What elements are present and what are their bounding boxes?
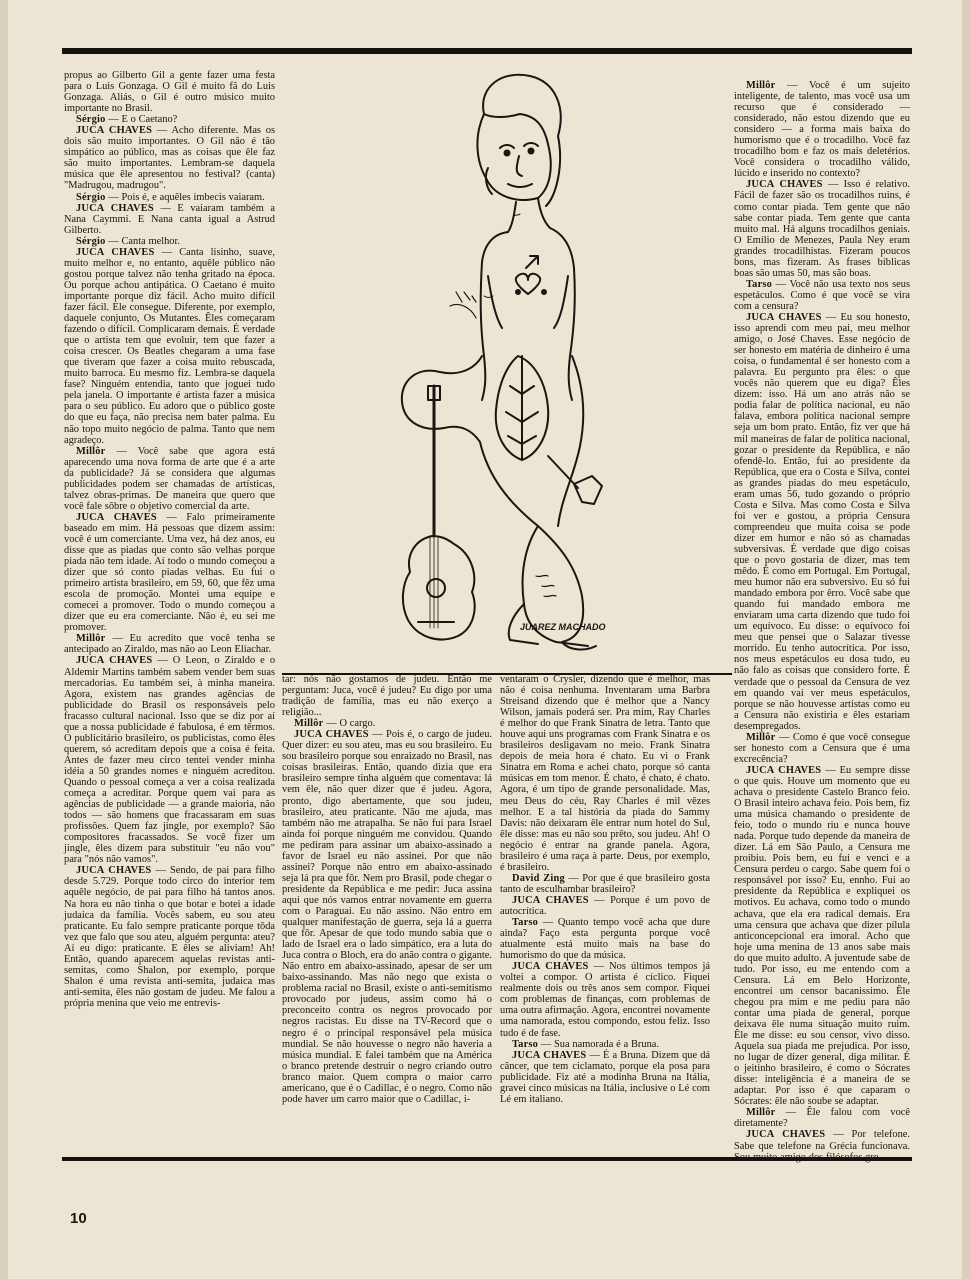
speaker-name: Sérgio	[76, 235, 106, 247]
speaker-name: JUCA CHAVES	[76, 865, 152, 877]
paragraph-text: — Por telefone. Sabe que telefone na Grécia funcionava. Sou muito amigo dos filósofos gre-	[734, 1129, 910, 1163]
speaker-name: JUCA CHAVES	[512, 894, 589, 906]
speaker-name: JUCA CHAVES	[76, 246, 155, 258]
paragraph	[500, 961, 710, 1038]
paragraph	[64, 512, 275, 634]
speaker-name: JUCA CHAVES	[294, 729, 369, 741]
speaker-name: Sérgio	[76, 191, 106, 203]
page-edge-left	[0, 0, 8, 1279]
paragraph-text: — O cargo.	[323, 718, 376, 730]
paragraph	[64, 125, 275, 191]
paragraph-text: ventaram o Crysler, dizendo que é melhor, mas não é coisa nenhuma. Inventaram uma Barbra Streisand dizendo que é melhor que a Nancy Wilson, jamais poderá ser. Pra mim, Ray Charles é melhor do que Frank Sinatra de letra. Tanto que houve aqui uns programas com Frank Sinatra e os brasileiros desligavam no meio. Frank Sinatra depois de meia hora é chato. Eu vi o Frank Sinatra em Roma e achei chato, porque só canta músicas em tom menor. É chato, é chato, é chato. Agora, é um tipo de grande personalidade. Mas, meu Deus do céu, Ray Charles é mil vêzes melhor. E a tal história da piada do Sammy Davis: não deixaram êle entrar num hotel do Sul, êle disse: mas eu não sou prêto, sou judeu. Ah! O negócio é entrar na grande panela. Agora, brasileiro é uma raça à parte. Deus, por exemplo, é brasileiro.	[500, 674, 710, 873]
paragraph	[64, 203, 275, 236]
paragraph-text: — Canta lisinho, suave, muito melhor e, no entanto, aquêle público não gostou porque talvez não tenha gritado na época. Ou porque achou antipática. O Caetano é muito importante porque diz fácil. Acho muito difícil fazer fácil. Ele consegue. Diferente, por exemplo, daquele conjunto, Os Mutantes. Êles começaram fazendo o difícil. Complicaram demais. É verdade que o artista tem que evoluir, tem que fazer a coisa crescer. Os Beatles chegaram a uma fase que tiveram que fazer a coisa muito rebuscada, muito barroca. Eu mesmo fiz. Lembra-se daquela fase? Ninguém entendia, tanto que joguei tudo pela janela. O importante é artista fazer a música para o seu público. Eu adoro que o público goste do que eu faça, não precisa nem bater palma. Eu não topo muito negócio de palma. Tanto que nem agradeço.	[64, 246, 275, 446]
paragraph	[500, 873, 710, 895]
paragraph-text: — Pois é, e aquêles imbecis vaiaram.	[105, 191, 265, 203]
speaker-name: Millôr	[746, 731, 776, 743]
paragraph	[734, 179, 910, 278]
paragraph-text: — Você sabe que agora está aparecendo uma nova forma de arte que é a arte da publicidade? Já se considera que algumas publicidades podem ser chamadas de artísticas, talvez obras-primas. De maneira que quero que você fale sôbre o objetivo comercial da arte.	[64, 445, 275, 512]
paragraph	[500, 1050, 710, 1105]
top-rule	[62, 48, 912, 54]
paragraph	[500, 917, 710, 961]
paragraph	[64, 114, 275, 125]
paragraph-text: — Sua namorada é a Bruna.	[538, 1038, 659, 1050]
paragraph	[64, 192, 275, 203]
paragraph-text: — O Leon, o Ziraldo e o Aldemir Martins também sabem vender bem suas mercadorias. Eu também sei, à minha maneira. Agora, existem nas grandes agências de publicidade do Brasil os responsáveis pelo fracasso cultural nacional. Isso que se diz por aí que a nossa publicidade é fabulosa, é em têrmos. O publicitário brasileiro, os publicistas, como êles querem, só acreditam depois que a coisa é feita. Antes de fazer meu circo tentei vender minha idéia a 50 grandes nomes e ninguém acreditou. Quando o pessoal começa a ver a coisa realizada começa a acreditar. Porque quem vai para as agências de publicidade — a grande maioria, não todos — são homens que fracassaram em suas profissões. Quem faz jingle, por exemplo? São compositores fracassados. Se você fizer um jingle, êles dizem para substituir "eu não vou" para "nós não vamos".	[64, 655, 276, 866]
paragraph-text: — Pois é, o cargo de judeu. Quer dizer: eu sou ateu, mas eu sou brasileiro. Eu sou brasileiro porque sou enraizado no Brasil, nas coisas brasileiras. Então, quando dizia que era brasileiro sempre tinha alguém que comentava: lá vem êle, não quer dizer que é judeu. Agora, pronto, digo abertamente, que sou judeu, brasileiro, ateu praticante. Não me ajuda, mas também não me atrapalha. Se não fui para Israel ainda foi porque ninguém me convidou. Quando me pediram para assinar um abaixo-assinado a favor de Israel eu não assinei. Por que não assinei? Porque não entro em abaixo-assinado seja lá pra que fôr. Nem pro Brasil, pode chegar o presidente da República e me pedir: Juca assina aqui que nós vamos entrar novamente em guerra com o Paraguai. Eu não assino. Não entro em qualquer manifestação de guerra, seja lá a guerra que fôr. Apesar de que todo mundo sabia que o lado de Israel era o lado simpático, era a luta do Juca contra o Bloch, era do anão contra o gigante. Não entro em abaixo-assinado, apesar de ser um baixo-assinando. Mas não nego que exista o problema racial no Brasil, existe o anti-semitismo provocado por judeus, assim como há o preconceito contra os negros provocado por negros racistas. Eu disse na TV-Record que o negro é o principal responsável pela música mundial. Se não houvesse o negro não haveria a música mundial. E falei também que na América o branco pretende destruir o negro criando outro branco maior. Quem compra o maior carro americano, que é o Cadillac, é o negro. Como não pode haver um carro maior que o Cadillac, i-	[282, 729, 492, 1105]
speaker-name: JUCA CHAVES	[76, 202, 154, 214]
illustration-nude-figure-with-guitar	[388, 56, 606, 666]
page-number: 10	[70, 1210, 87, 1227]
paragraph-text: — Canta melhor.	[105, 235, 180, 247]
page-edge-right	[962, 0, 970, 1279]
paragraph	[64, 865, 275, 1009]
paragraph	[282, 718, 492, 729]
speaker-name: Millôr	[76, 633, 106, 645]
paragraph-text: — Eu sou honesto, isso aprendi com meu pai, meu melhor amigo, o José Chaves. Esse negócio de ser honesto em matéria de dinheiro é uma coisa, o fundamental é ser honesto com a palavra. Eu pergunto pra êles: o que vocês não querem que eu diga? Êles dizem: isso. Há um ano atrás não se podia falar de política nacional, eu não falava, embora política nacional sempre seja um bom prato. Então, fiz ver que há mil maneiras de falar de política nacional, gozar o presidente da República, e não ofendê-lo. Então, fui ao presidente da República, que era o Costa e Silva, contei as grandes piadas do meu espetáculo, eram umas 56, tudo gozando o próprio Costa e Silva. Mas como Costa e Silva foi ver e gostou, a própria Censura compreendeu que muita coisa se pode dizer em humor e não só as chamadas subversivas. É verdade que digo coisas que o povo gostaria de dizer, mas tem mêdo. É como em Portugal. Em Portugal, meu humor não era subversivo. Eu só fui mandado embora por êrro. Você sabe que quando fui mandado embora me enviaram uma carta dizendo que tudo foi um equívoco. Eu disse: o equívoco foi meu que pensei que o Salazar tivesse morrido. Eu tenho autocrítica. Por isso, nos meus espetáculos eu dosa tudo, eu não falo as coisas que considero forte. É verdade que o pessoal da Censura de vez em quando vai ver meus espetáculos, porque se não houvesse artistas como eu a Censura não existiria e êles estariam desempregados.	[734, 311, 910, 732]
speaker-name: JUCA CHAVES	[746, 311, 822, 323]
speaker-name: Millôr	[76, 445, 106, 457]
speaker-name: David Zing	[512, 872, 565, 884]
paragraph-text: — Eu sempre disse o que quis. Houve um momento que eu achava o presidente Castelo Branco feio. O Brasil inteiro achava feio. Pois bem, fiz uma música chamando o presidente de feio, todo o mundo riu e nunca houve nada. Porque tudo depende da maneira de dizer. Lá em São Paulo, a Censura me proibiu. Pois bem, eu fui e venci e a Censura perdeu o cargo. Sabe quem foi o responsável por isso? Eu, ennho. Fui ao presidente da República e expliquei os motivos. Eu achava, como todo o mundo achava, que ela era radical demais. Era uma censura que achava que dizer pílula anticoncepcional era imoral. Acho que hoje uma menina de 13 anos sabe mais do que muito adulto. A juventude sabe de tudo. Por isso, eu me entendo com a Censura. Lá em Belo Horizonte, encontrei um censor bacanissimo. Êle chegou pra mim e me pediu para não contar uma piada de general, porque deixava êle numa situação muito ruim. Êle me disse: eu sou censor, vivo disso. Aquela sua piada me prejudica. Por isso, no lugar de dizer general, diga militar. É o jeitinho brasileiro, é como o Sócrates disse: inteligência é a maneira de se adaptar. Por isso é que caparam o Sócrates: êle não soube se adaptar.	[734, 764, 910, 1108]
paragraph-text: — Nos últimos tempos já voltei a compor. O artista é cíclico. Fiquei realmente dois ou três anos sem compor. Fiquei com problemas de finanças, com problemas de uma outra afirmação. Agora, encontrei novamente uma namorada, estou compondo, estou feliz. Isso tudo é de fase.	[500, 961, 711, 1039]
paragraph-text: — E o Caetano?	[105, 114, 178, 126]
speaker-name: Millôr	[746, 80, 776, 91]
paragraph	[734, 80, 910, 179]
speaker-name: JUCA CHAVES	[76, 655, 153, 667]
speaker-name: Millôr	[746, 1107, 776, 1119]
speaker-name: JUCA CHAVES	[512, 961, 589, 973]
text-column-2	[282, 674, 492, 1152]
speaker-name: JUCA CHAVES	[512, 1049, 587, 1061]
speaker-name: Tarso	[512, 1038, 539, 1050]
paragraph-text: — Porque é um povo de autocrítica.	[500, 894, 710, 917]
paragraph-text: — Você não usa texto nos seus espetáculos. Como é que você se vira com a censura?	[734, 278, 910, 312]
text-column-3	[500, 674, 711, 1105]
speaker-name: Tarso	[746, 278, 773, 290]
paragraph	[64, 633, 275, 655]
text-column-1	[64, 70, 275, 1152]
paragraph	[64, 70, 275, 114]
speaker-name: JUCA CHAVES	[76, 125, 153, 137]
paragraph	[500, 895, 710, 917]
paragraph-text: — Êle falou com você diretamente?	[734, 1107, 910, 1130]
speaker-name: Sérgio	[76, 114, 106, 126]
paragraph-text: — Você é um sujeito inteligente, de talento, mas você usa um recurso que é considerado — considerado, não estou dizendo que eu considero — a forma mais baixa do humorismo que é o trocadilho. Você faz trocadilho bom e faz os mais deletérios. Você considera o trocadilho válido, lúcido e inserido no contexto?	[734, 80, 910, 180]
paragraph	[734, 732, 910, 765]
paragraph	[500, 1039, 710, 1050]
speaker-name: JUCA CHAVES	[746, 1129, 826, 1141]
paragraph-text: — Eu acredito que você tenha se antecipado ao Ziraldo, mas não ao Leon Eliachar.	[64, 633, 275, 656]
speaker-name: Tarso	[512, 917, 539, 929]
paragraph-text: — Quanto tempo você acha que dure ainda? Faço esta pergunta porque você atualmente está muito mais na base do humorismo do que da música.	[500, 917, 710, 962]
speaker-name: JUCA CHAVES	[746, 764, 822, 776]
paragraph-text: — Isso é relativo. Fácil de fazer são os trocadilhos ruins, é como contar piada. Tem gente que não sabe contar piada. Tem gente que canta muito mal. Há alguns trocadilhos geniais. O Emílio de Menezes, Paula Ney eram grandes trocadilhistas. Fizeram poucos bons, mas fizeram. As frases bíblicas boas são umas 50, mas são boas.	[734, 179, 910, 279]
paragraph-text: — Falo primeiramente baseado em mim. Há pessoas que dizem assim: você é um comerciante. Uma vez, há dez anos, eu disse que as piadas que conto são velhas porque piada não tem idade. Aí todo o mundo começou a dizer que só conto piadas velhas. Eu fui o primeiro artista brasileiro, em 59, 60, que fêz uma escola de promoção. Montei uma equipe e comecei a promover. Todo o mundo começou a dizer que eu era comerciante. Não é, eu sei me promover.	[64, 511, 275, 634]
paragraph	[734, 312, 910, 732]
paragraph-text: — Acho diferente. Mas os dois são muito importantes. O Gil não é tão simpático ao público, mas as coisas que êle faz são muito importantes. Lembram-se daquela música que êle apresentou no festival? (canta) "Madrugou, madrugou".	[64, 125, 276, 192]
paragraph	[282, 674, 492, 718]
paragraph	[64, 655, 275, 865]
paragraph-text: — É a Bruna. Dizem que dá câncer, que tem ciclamato, porque ela posa para publicidade. Fiz até a modinha Bruna na Itália, gravei cinco músicas na Itália, inclusive o Lé com Lé em italiano.	[500, 1049, 710, 1105]
paragraph-text: — Sendo, de pai para filho desde 5.729. Porque todo circo do interior tem aquêle negócio, de pai para filho há tantos anos. Na hora eu não tinha o que botar e botei a idade judaica da família. Vocês sabem, eu sou ateu praticante. Eu falo sempre praticante porque tôda vez que falo que sou ateu, alguém pergunta: ateu? Aí eu digo: praticante. E êles se aliviam! Ah! Então, quando aparecem aquelas revistas anti-semitas, como Shalon, por exemplo, porque Shalon é uma revista anti-semita, judaica mas anti-semita, êles não gostam de judeu. Me falou a própria menina que veio me entrevis-	[64, 865, 275, 1009]
speaker-name: JUCA CHAVES	[746, 179, 823, 191]
paragraph-text: tar: nós não gostamos de judeu. Então me perguntam: Juca, você é judeu? Eu digo por uma tradição de família, mas eu não exerço a religião...	[282, 674, 492, 719]
paragraph	[500, 674, 710, 873]
paragraph	[734, 765, 910, 1107]
paragraph	[64, 247, 275, 446]
paragraph	[64, 236, 275, 247]
paragraph-text: — E vaiaram também a Nana Caymmi. E Nana canta igual a Astrud Gilberto.	[64, 202, 275, 236]
illustrator-signature: JUAREZ MACHADO	[520, 622, 606, 632]
text-column-4	[734, 80, 910, 1163]
paragraph	[734, 1107, 910, 1129]
paragraph	[64, 446, 275, 512]
paragraph-text: propus ao Gilberto Gil a gente fazer uma festa para o Luis Gonzaga. O Gil é muito fã do Luis Gonzaga. Aliás, o Gil é outro músico muito importante no Brasil.	[64, 70, 275, 115]
paragraph-text: — Por que é que brasileiro gosta tanto de esculhambar brasileiro?	[500, 872, 710, 895]
paragraph	[734, 279, 910, 312]
paragraph	[734, 1129, 910, 1162]
paragraph	[282, 729, 492, 1105]
paragraph-text: — Como é que você consegue ser honesto com a Censura que é uma excrecência?	[734, 731, 910, 765]
speaker-name: Millôr	[294, 718, 324, 730]
speaker-name: JUCA CHAVES	[76, 511, 157, 523]
